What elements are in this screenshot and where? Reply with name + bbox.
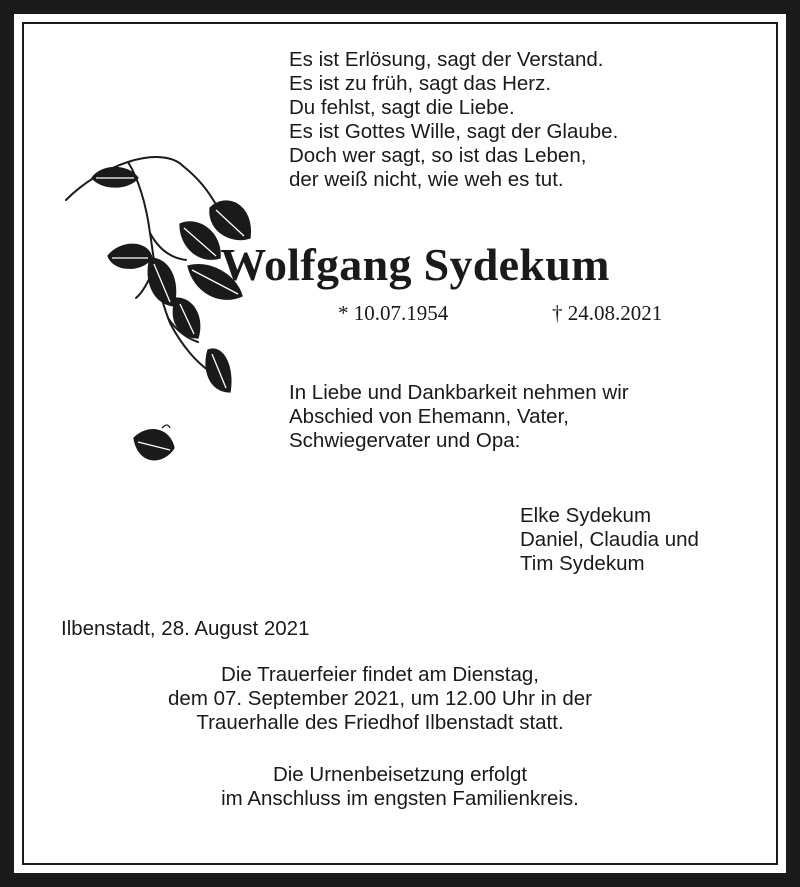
dedication-text: In Liebe und Dankbarkeit nehmen wir Abschied von Ehemann, Vater, Schwiegervater und Opa:	[289, 381, 629, 452]
funeral-service-info: Die Trauerfeier findet am Dienstag, dem 07. September 2021, um 12.00 Uhr in der Trauerhalle des Friedhof Ilbenstadt statt.	[168, 663, 592, 734]
urn-burial-info: Die Urnenbeisetzung erfolgt im Anschluss im engsten Familienkreis.	[221, 763, 579, 810]
family-names: Elke Sydekum Daniel, Claudia und Tim Sydekum	[520, 504, 699, 575]
birch-branch-icon	[58, 148, 263, 488]
death-date: † 24.08.2021	[552, 301, 663, 325]
deceased-name: Wolfgang Sydekum	[220, 239, 610, 290]
birth-date: * 10.07.1954	[338, 301, 449, 325]
poem-verse: Es ist Erlösung, sagt der Verstand. Es ist zu früh, sagt das Herz. Du fehlst, sagt die Liebe. Es ist Gottes Wille, sagt der Glaube. Doch wer sagt, so ist das Leben, der weiß nicht, wie weh es tut.	[289, 48, 619, 191]
place-and-date: Ilbenstadt, 28. August 2021	[61, 617, 310, 640]
